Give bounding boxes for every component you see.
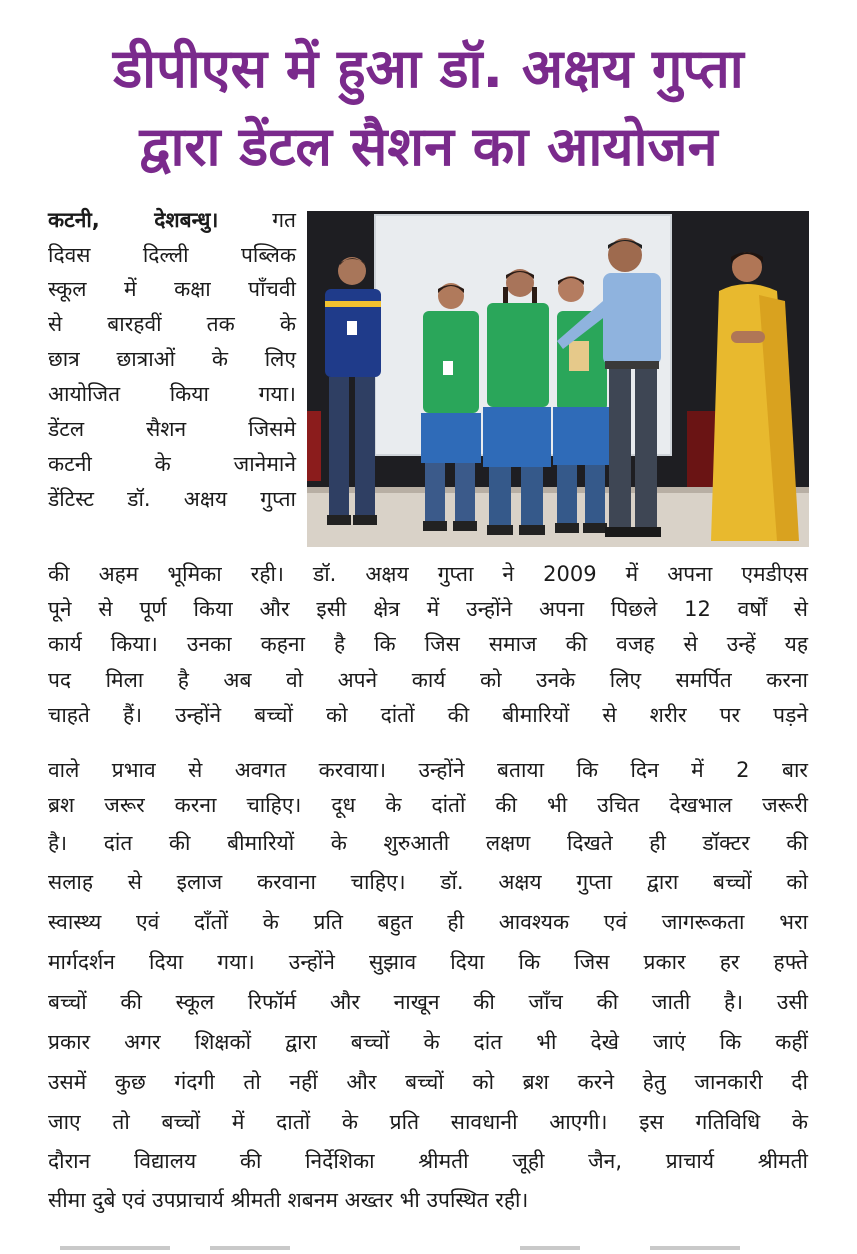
article-line-14: वाले प्रभाव से अवगत करवाया। उन्होंने बताया कि दिन में 2 बार — [48, 758, 808, 782]
article-line-4: छात्र छात्राओं के लिए — [48, 347, 296, 371]
headline-line-1: डीपीएस में हुआ डॉ. अक्षय गुप्ता — [113, 37, 744, 100]
article-line-7: कटनी के जानेमाने — [48, 452, 296, 476]
article-line-8: डेंटिस्ट डॉ. अक्षय गुप्ता — [48, 487, 296, 511]
article-line-15: ब्रश जरूर करना चाहिए। दूध के दांतों की भी उचित देखभाल जरूरी — [48, 793, 808, 817]
photo-image-icon — [307, 211, 809, 547]
article-line-24: दौरान विद्यालय की निर्देशिका श्रीमती जूही जैन, प्राचार्य श्रीमती — [48, 1149, 808, 1173]
article-line-20: बच्चों की स्कूल रिफॉर्म और नाखून की जाँच की जाती है। उसी — [48, 990, 808, 1014]
article-line-17: सलाह से इलाज करवाना चाहिए। डॉ. अक्षय गुप्ता द्वारा बच्चों को — [48, 870, 808, 894]
article-line-1: दिवस दिल्ली पब्लिक — [48, 243, 296, 267]
article-line-25: सीमा दुबे एवं उपप्राचार्य श्रीमती शबनम अख्तर भी उपस्थित रही। — [48, 1188, 529, 1212]
article-line-12: पद मिला है अब वो अपने कार्य को उनके लिए समर्पित करना — [48, 668, 808, 692]
article-line-5: आयोजित किया गया। — [48, 382, 296, 406]
article-line-18: स्वास्थ्य एवं दाँतों के प्रति बहुत ही आवश्यक एवं जागरूकता भरा — [48, 910, 808, 934]
article-line-10: पूने से पूर्ण किया और इसी क्षेत्र में उन्होंने अपना पिछले 12 वर्षों से — [48, 597, 808, 621]
bottom-edge-artifacts — [0, 1238, 857, 1254]
article-line-19: मार्गदर्शन दिया गया। उन्होंने सुझाव दिया कि जिस प्रकार हर हफ्ते — [48, 950, 808, 974]
article-line-2: स्कूल में कक्षा पाँचवी — [48, 277, 296, 301]
article-line-0 — [48, 210, 296, 231]
article-line-6: डेंटल सैशन जिसमे — [48, 417, 296, 441]
article-line-11: कार्य किया। उनका कहना है कि जिस समाज की वजह से उन्हें यह — [48, 632, 808, 656]
dateline: कटनी, देशबन्धु। — [48, 208, 219, 232]
article-line-13: चाहते हैं। उन्होंने बच्चों को दांतों की बीमारियों से शरीर पर पड़ने — [48, 703, 808, 727]
article-line-text: गत — [272, 208, 296, 232]
article-line-23: जाए तो बच्चों में दातों के प्रति सावधानी आएगी। इस गतिविधि के — [48, 1110, 808, 1134]
article-line-22: उसमें कुछ गंदगी तो नहीं और बच्चों को ब्रश करने हेतु जानकारी दी — [48, 1070, 808, 1094]
headline-line-2: द्वारा डेंटल सैशन का आयोजन — [139, 115, 718, 178]
article-line-9: की अहम भूमिका रही। डॉ. अक्षय गुप्ता ने 2009 में अपना एमडीएस — [48, 562, 808, 586]
article-line-21: प्रकार अगर शिक्षकों द्वारा बच्चों के दांत भी देखे जाएं कि कहीं — [48, 1030, 808, 1054]
event-photo — [307, 211, 809, 547]
article-line-16: है। दांत की बीमारियों के शुरुआती लक्षण दिखते ही डॉक्टर की — [48, 831, 808, 855]
article-line-3: से बारहवीं तक के — [48, 312, 296, 336]
